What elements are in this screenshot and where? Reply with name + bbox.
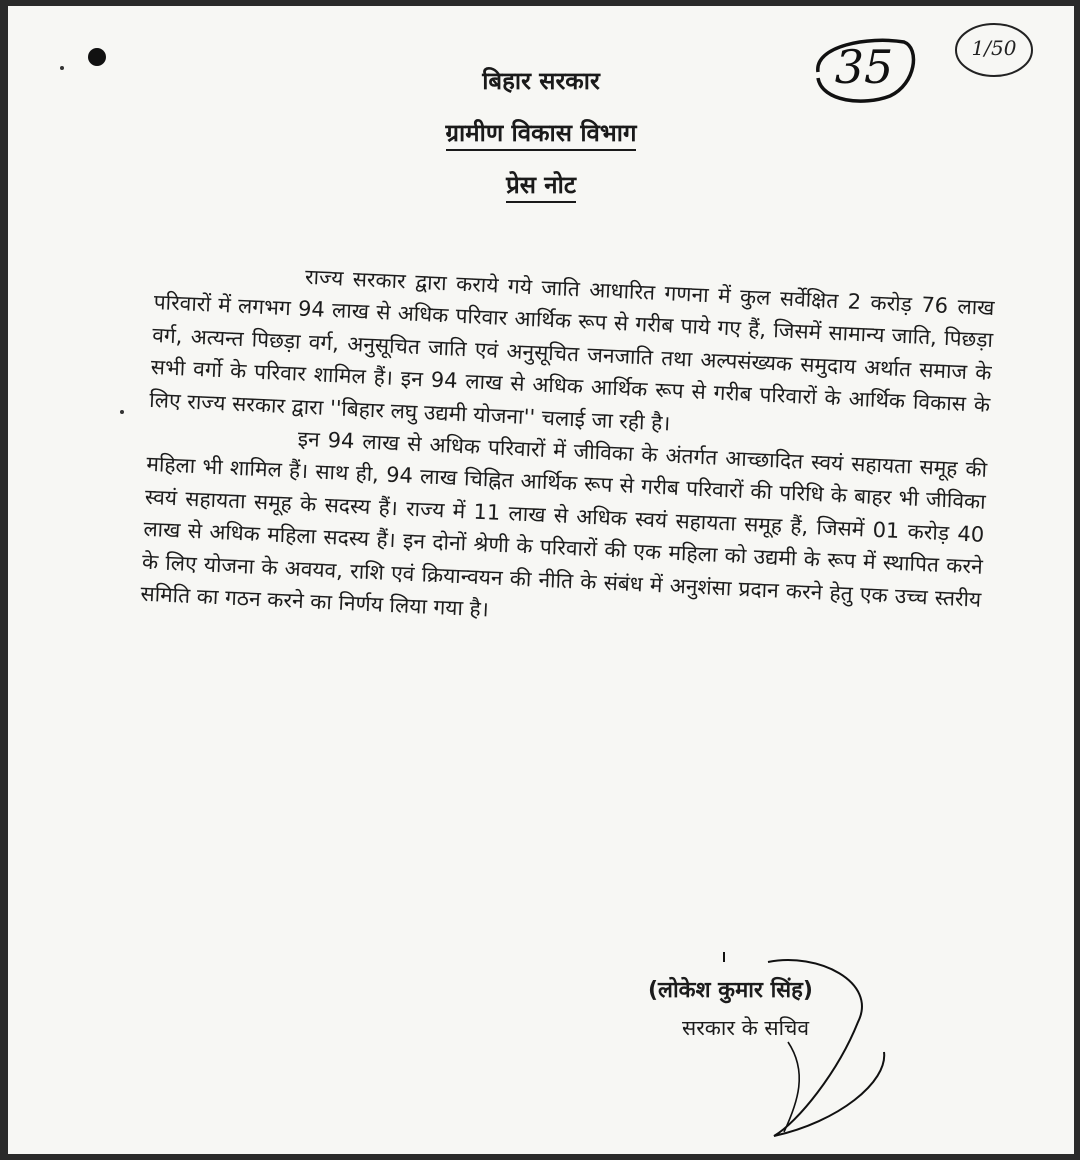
- page-counter-mark: 1/50: [952, 20, 1036, 82]
- press-note-body: [140, 254, 995, 648]
- government-title: बिहार सरकार: [482, 67, 600, 95]
- signatory-name: (लोकेश कुमार सिंह): [648, 978, 813, 1003]
- signatory-designation: सरकार के सचिव: [682, 1016, 810, 1040]
- ink-speck: [120, 410, 124, 414]
- file-number-mark: 35: [808, 32, 920, 110]
- department-title: ग्रामीण विकास विभाग: [8, 116, 1074, 149]
- document-page: [8, 6, 1074, 1154]
- paragraph: इन 94 लाख से अधिक परिवारों में जीविका के अंतर्गत आच्छादित स्वयं सहायता समूह की महिला भी शामिल हैं। साथ ही, 94 लाख चिह्नित आर्थिक रूप से गरीब परिवारों की परिधि के बाहर भी जीविका स्वयं सहायता समूह के सदस्य हैं। राज्य में 11 लाख से अधिक स्वयं सहायता समूह हैं, जिसमें 01 करोड़ 40 लाख से अधिक महिला सदस्य हैं। इन दोनों श्रेणी के परिवारों की एक महिला को उद्यमी के रूप में स्थापित करने के लिए योजना के अवयव, राशि एवं क्रियान्वयन की नीति के संबंध में अनुशंसा प्रदान करने हेतु एक उच्च स्तरीय समिति का गठन करने का निर्णय लिया गया है।: [140, 426, 988, 622]
- press-note-title: प्रेस नोट: [8, 168, 1074, 201]
- paragraph: राज्य सरकार द्वारा कराये गये जाति आधारित गणना में कुल सर्वेक्षित 2 करोड़ 76 लाख परिवारों में लगभग 94 लाख से अधिक परिवार आर्थिक रूप से गरीब पाये गए हैं, जिसमें सामान्य जाति, पिछड़ा वर्ग, अत्यन्त पिछड़ा वर्ग, अनुसूचित जाति एवं अनुसूचित जनजाति तथा अल्पसंख्यक समुदाय अर्थात समाज के सभी वर्गो के परिवार शामिल हैं। इन 94 लाख से अधिक आर्थिक रूप से गरीब परिवारों के आर्थिक विकास के लिए राज्य सरकार द्वारा ''बिहार लघु उद्यमी योजना'' चलाई जा रही है।: [148, 264, 995, 436]
